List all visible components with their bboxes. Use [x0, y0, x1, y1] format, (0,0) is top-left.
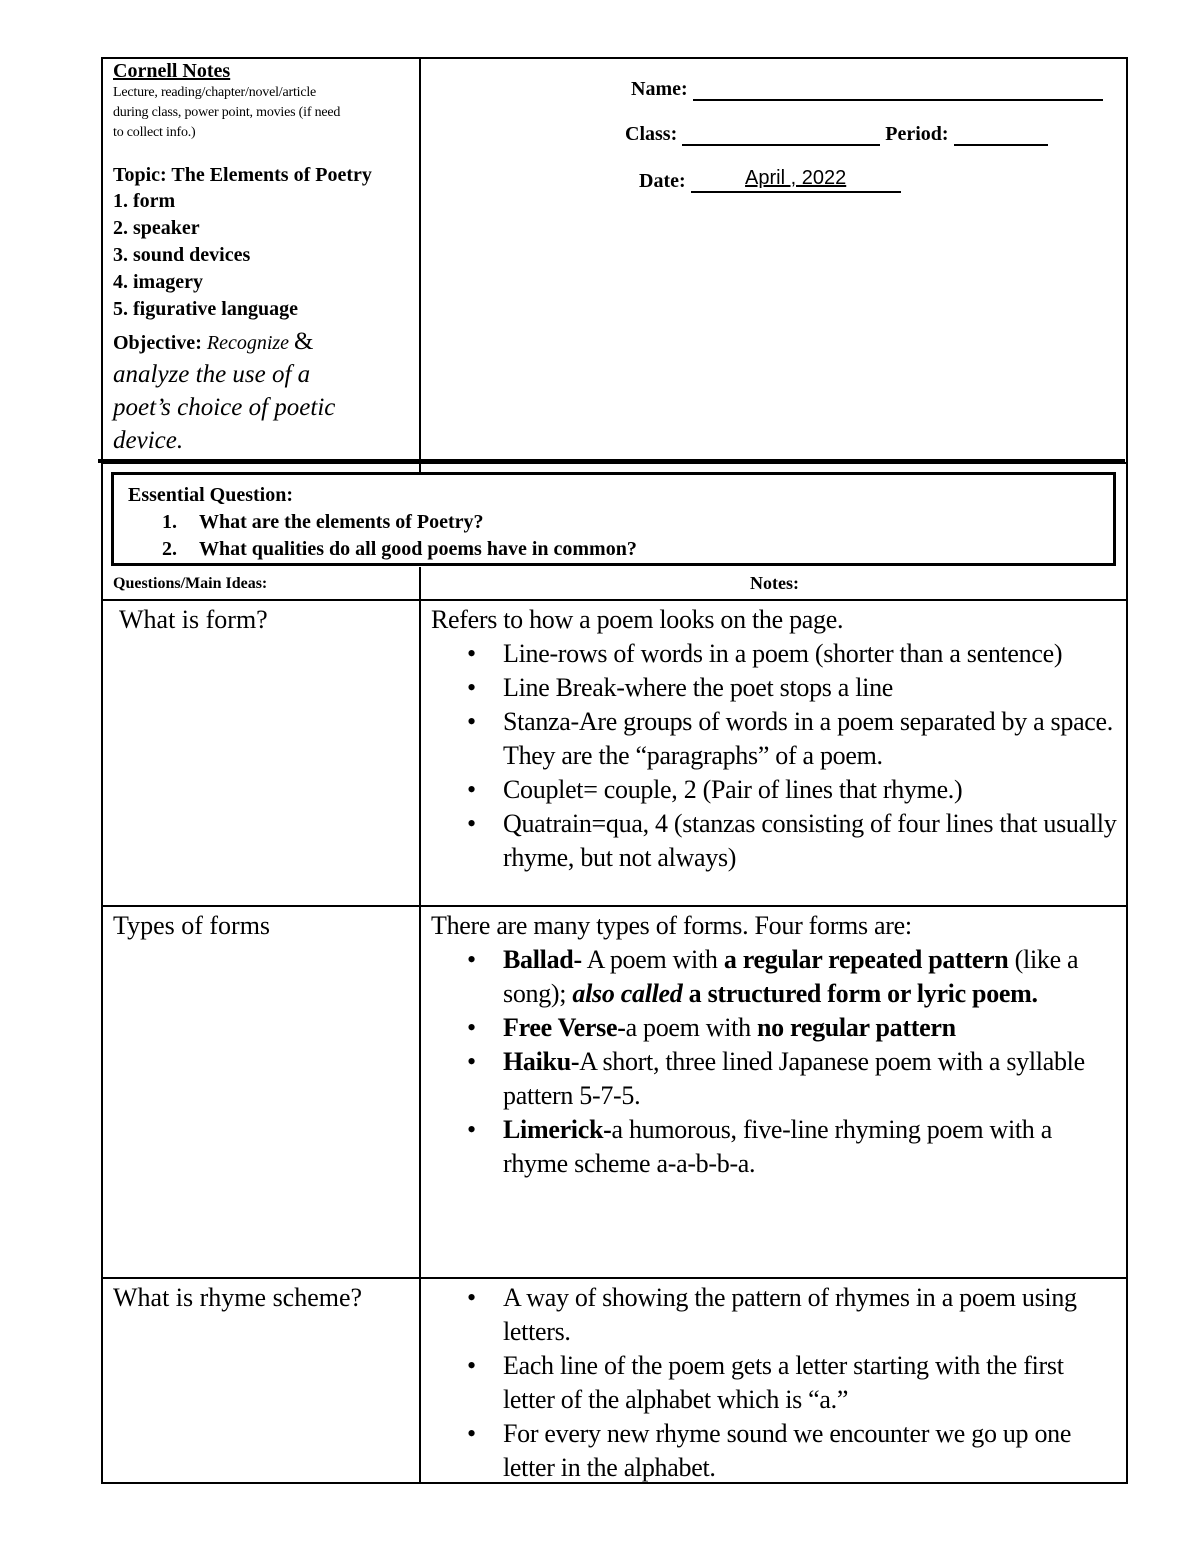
name-label: Name: — [631, 78, 688, 100]
notes-bullet-list — [431, 1281, 1121, 1485]
subtitle-line: to collect info.) — [113, 125, 196, 140]
objective-first-word: Recognize — [206, 332, 290, 354]
date-label: Date: — [639, 170, 686, 192]
list-item: • Line Break-where the poet stops a line — [503, 671, 1121, 705]
header-left — [113, 59, 418, 457]
item-number: 2. — [162, 538, 177, 560]
period-line[interactable] — [954, 122, 1048, 146]
list-item: • Stanza-Are groups of words in a poem separated by a space. They are the “paragraphs” of a poem. — [503, 705, 1121, 773]
date-value: April , 2022 — [745, 167, 847, 189]
question-cell: Types of forms — [113, 911, 271, 940]
notes-column-divider — [419, 567, 421, 1484]
notes-header: Notes: — [750, 573, 799, 593]
row-divider-2 — [101, 1277, 1128, 1279]
essential-question-item — [162, 511, 484, 534]
item-text: What qualities do all good poems have in common? — [199, 538, 637, 560]
objective-line: analyze the use of a — [113, 361, 311, 388]
topic-item: 5. figurative language — [113, 298, 298, 320]
date-line[interactable] — [691, 167, 901, 193]
notes-intro: Refers to how a poem looks on the page. — [431, 605, 844, 634]
notes-bullet-list — [431, 943, 1121, 1181]
notes-bullet-list — [431, 637, 1121, 875]
topic-item: 3. sound devices — [113, 244, 251, 266]
list-item: • Couplet= couple, 2 (Pair of lines that rhyme.) — [503, 773, 1121, 807]
header-row-divider — [101, 599, 1128, 601]
essential-question-box — [111, 472, 1116, 566]
subtitle-line: Lecture, reading/chapter/novel/article — [113, 85, 317, 100]
notes-cell — [431, 909, 1121, 1181]
name-field[interactable] — [631, 77, 1103, 101]
essential-question-item — [162, 538, 637, 561]
objective-line: device. — [113, 427, 184, 454]
period-label: Period: — [885, 123, 949, 145]
topic-item: 2. speaker — [113, 217, 200, 239]
list-item: • Ballad- A poem with a regular repeated pattern (like a song); also called a structured form or lyric poem. — [503, 943, 1121, 1011]
objective — [113, 327, 418, 457]
list-item: • Limerick-a humorous, five-line rhyming poem with a rhyme scheme a-a-b-b-a. — [503, 1113, 1121, 1181]
topic-list — [113, 188, 418, 323]
list-item: • Quatrain=qua, 4 (stanzas consisting of four lines that usually rhyme, but not always) — [503, 807, 1121, 875]
list-item: • For every new rhyme sound we encounter we go up one letter in the alphabet. — [503, 1417, 1121, 1485]
objective-line: poet’s choice of poetic — [113, 394, 336, 421]
list-item: • Haiku-A short, three lined Japanese poem with a syllable pattern 5-7-5. — [503, 1045, 1121, 1113]
question-cell: What is form? — [119, 605, 268, 634]
item-text: What are the elements of Poetry? — [199, 511, 484, 533]
objective-ampersand: & — [294, 328, 314, 355]
cornell-notes-title: Cornell Notes — [113, 60, 231, 82]
question-cell: What is rhyme scheme? — [113, 1283, 363, 1312]
class-line[interactable] — [682, 122, 880, 146]
list-item: • Each line of the poem gets a letter starting with the first letter of the alphabet which is “a.” — [503, 1349, 1121, 1417]
date-field[interactable] — [639, 167, 901, 193]
header-column-divider — [419, 57, 421, 472]
class-field[interactable] — [625, 122, 1048, 146]
objective-label: Objective: — [113, 332, 202, 354]
list-item: • Free Verse-a poem with no regular pattern — [503, 1011, 1121, 1045]
list-item: • A way of showing the pattern of rhymes in a poem using letters. — [503, 1281, 1121, 1349]
row-divider-1 — [101, 905, 1128, 907]
notes-cell — [431, 603, 1121, 875]
notes-intro: There are many types of forms. Four forms are: — [431, 911, 912, 940]
list-item: • Line-rows of words in a poem (shorter than a sentence) — [503, 637, 1121, 671]
notes-cell — [431, 1281, 1121, 1485]
subtitle-line: during class, power point, movies (if need — [113, 105, 341, 120]
item-number: 1. — [162, 511, 177, 533]
essential-question-title: Essential Question: — [128, 484, 294, 506]
topic-item: 1. form — [113, 190, 176, 212]
cornell-notes-page — [101, 57, 1128, 1484]
name-line[interactable] — [693, 77, 1103, 101]
class-label: Class: — [625, 123, 678, 145]
questions-header: Questions/Main Ideas: — [113, 575, 268, 592]
topic-item: 4. imagery — [113, 271, 203, 293]
topic-heading: Topic: The Elements of Poetry — [113, 164, 372, 186]
